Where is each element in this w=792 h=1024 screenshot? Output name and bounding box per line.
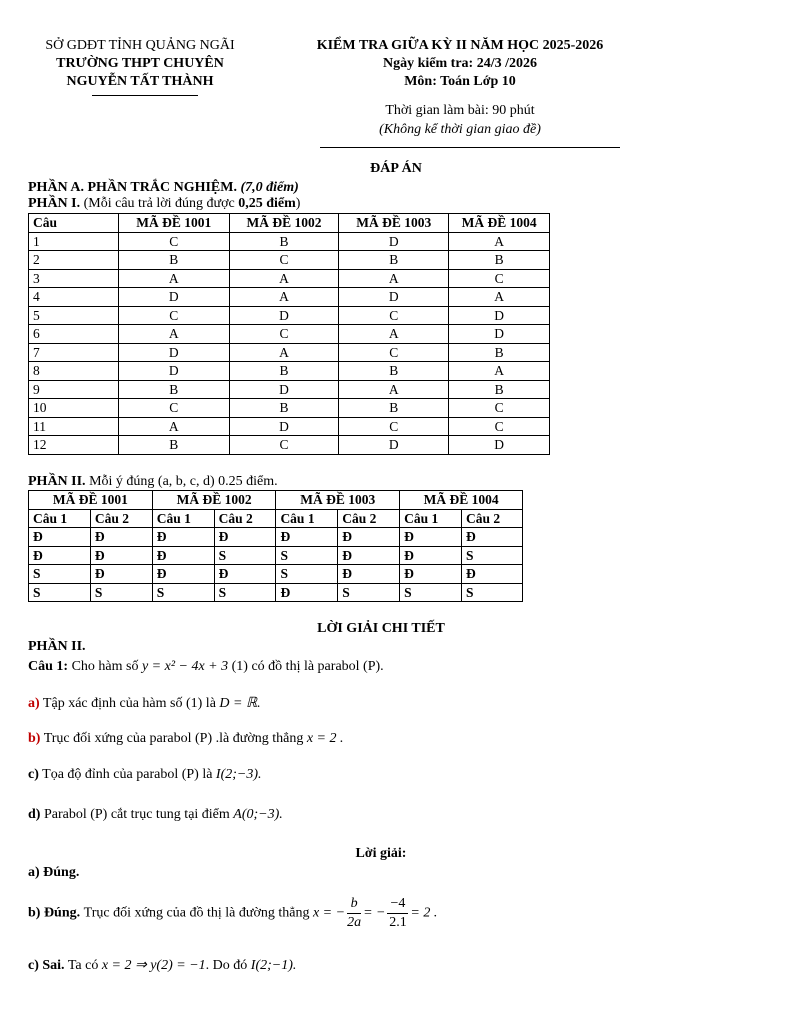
answer-cell: Đ: [400, 565, 462, 584]
answer-cell: S: [400, 583, 462, 602]
solution-title: LỜI GIẢI CHI TIẾT: [317, 621, 445, 636]
answer-cell: Đ: [400, 528, 462, 547]
question-number-cell: 8: [29, 362, 119, 381]
part1-label: [28, 196, 300, 212]
answer-b-end: = 2 .: [410, 905, 438, 921]
answer-cell: Đ: [90, 546, 152, 565]
table-row: [29, 343, 550, 362]
question-number-cell: 4: [29, 288, 119, 307]
answer-cell: S: [276, 546, 338, 565]
answer-cell: Đ: [276, 583, 338, 602]
answer-c-math1: x = 2 ⇒ y(2) = −1: [101, 958, 206, 973]
answer-cell: C: [118, 306, 229, 325]
header-left-divider: [92, 95, 198, 96]
answer-cell: B: [229, 399, 339, 418]
question-1-label: Câu 1:: [28, 659, 69, 674]
answer-b-fraction-2: [387, 895, 408, 932]
exam-subject: Môn: Toán Lớp 10: [404, 74, 516, 89]
header-cell: MÃ ĐỀ 1002: [229, 214, 339, 233]
answer-cell: D: [229, 417, 339, 436]
answer-cell: A: [118, 269, 229, 288]
answer-cell: D: [118, 288, 229, 307]
table-row: [29, 251, 550, 270]
question-number-cell: 3: [29, 269, 119, 288]
answer-cell: C: [229, 251, 339, 270]
answer-cell: D: [229, 380, 339, 399]
sub-header-cell: Câu 2: [214, 509, 276, 528]
group-header-cell: MÃ ĐỀ 1004: [400, 491, 523, 510]
answer-cell: A: [339, 325, 449, 344]
table-header-row: [29, 214, 550, 233]
question-number-cell: 7: [29, 343, 119, 362]
answer-c: [28, 957, 296, 974]
answer-cell: Đ: [462, 528, 523, 547]
school-name-line2: NGUYỄN TẤT THÀNH: [66, 74, 214, 89]
table-row: [29, 306, 550, 325]
part1-desc: (Mỗi câu trả lời đúng được: [83, 196, 235, 211]
answer-cell: A: [229, 269, 339, 288]
answer-cell: B: [229, 362, 339, 381]
statement-c-math: I(2;−3).: [215, 767, 262, 782]
answer-b: [28, 895, 437, 932]
answer-cell: Đ: [338, 528, 400, 547]
question-1-formula: y = x² − 4x + 3: [141, 659, 229, 674]
answer-cell: C: [449, 399, 550, 418]
part-a-title: PHẦN A. PHẦN TRẮC NGHIỆM.: [28, 180, 237, 195]
sub-header-cell: Câu 1: [276, 509, 338, 528]
statement-d-text: Parabol (P) cắt trục tung tại điểm: [43, 807, 230, 822]
answer-cell: Đ: [214, 528, 276, 547]
answer-c-text1: Ta có: [67, 958, 99, 973]
answer-cell: D: [449, 325, 550, 344]
part-a-label: [28, 180, 299, 196]
answer-cell: C: [339, 343, 449, 362]
answer-b-x: x = −: [312, 905, 346, 921]
statement-a-math: D = ℝ.: [219, 696, 261, 711]
sub-header-cell: Câu 2: [90, 509, 152, 528]
question-number-cell: 2: [29, 251, 119, 270]
table-row: [29, 269, 550, 288]
answer-cell: B: [118, 380, 229, 399]
question-number-cell: 10: [29, 399, 119, 418]
answer-cell: Đ: [214, 565, 276, 584]
answer-c-math2: I(2;−1).: [250, 958, 297, 973]
part2-label: [28, 474, 278, 490]
part2-title: PHẦN II.: [28, 474, 86, 489]
answer-cell: Đ: [276, 528, 338, 547]
statement-d: [28, 807, 283, 823]
dept-name: SỞ GDĐT TỈNH QUẢNG NGÃI: [45, 38, 235, 53]
answer-cell: A: [229, 343, 339, 362]
answer-a: a) Đúng.: [28, 865, 80, 880]
answer-cell: A: [449, 288, 550, 307]
table-row: [29, 232, 550, 251]
answer-cell: A: [339, 269, 449, 288]
fraction-1-numerator: b: [347, 895, 361, 914]
answer-cell: S: [338, 583, 400, 602]
answer-cell: Đ: [400, 546, 462, 565]
exam-date: Ngày kiểm tra: 24/3 /2026: [383, 56, 537, 71]
table-row: [29, 436, 550, 455]
header-cell: MÃ ĐỀ 1004: [449, 214, 550, 233]
statement-b-math: x = 2 .: [306, 731, 344, 746]
answer-cell: A: [339, 380, 449, 399]
header-right-divider: [320, 147, 620, 148]
answer-cell: B: [339, 251, 449, 270]
answer-cell: D: [229, 306, 339, 325]
table-row: [29, 417, 550, 436]
answer-cell: C: [339, 306, 449, 325]
answer-c-text2: . Do đó: [205, 958, 248, 973]
answer-cell: C: [449, 269, 550, 288]
header-right: [290, 37, 630, 91]
exam-duration-note: (Không kể thời gian giao đề): [379, 122, 541, 137]
question-number-cell: 6: [29, 325, 119, 344]
answer-b-text: Trục đối xứng của đồ thị là đường thẳng: [83, 905, 310, 921]
part1-close: ): [295, 196, 301, 211]
answer-cell: B: [449, 251, 550, 270]
answer-cell: S: [214, 546, 276, 565]
exam-time-block: [290, 101, 630, 139]
answer-cell: B: [339, 399, 449, 418]
answer-cell: B: [229, 232, 339, 251]
group-header-cell: MÃ ĐỀ 1001: [29, 491, 153, 510]
table-row: [29, 288, 550, 307]
answer-cell: C: [118, 399, 229, 418]
group-header-cell: MÃ ĐỀ 1003: [276, 491, 400, 510]
question-number-cell: 12: [29, 436, 119, 455]
answer-cell: S: [276, 565, 338, 584]
sub-header-cell: Câu 2: [338, 509, 400, 528]
answer-b-label: b) Đúng.: [28, 905, 81, 921]
answer-cell: Đ: [90, 565, 152, 584]
answer-cell: B: [118, 436, 229, 455]
statement-d-label: d): [28, 807, 41, 822]
sub-header-cell: Câu 1: [152, 509, 214, 528]
table-row: [29, 565, 523, 584]
sub-header-cell: Câu 2: [462, 509, 523, 528]
table-row: [29, 399, 550, 418]
answer-cell: Đ: [152, 565, 214, 584]
answer-cell: C: [229, 436, 339, 455]
answer-cell: Đ: [90, 528, 152, 547]
answer-cell: Đ: [338, 546, 400, 565]
answer-cell: C: [339, 417, 449, 436]
part2-desc: Mỗi ý đúng (a, b, c, d) 0.25 điểm.: [89, 474, 278, 489]
part1-title: PHẦN I.: [28, 196, 81, 211]
question-1: [28, 659, 384, 675]
question-number-cell: 9: [29, 380, 119, 399]
group-header-cell: MÃ ĐỀ 1002: [152, 491, 276, 510]
sub-header-cell: Câu 1: [29, 509, 91, 528]
answer-c-label: c) Sai.: [28, 958, 65, 973]
answer-title: ĐÁP ÁN: [370, 161, 422, 176]
exam-duration: Thời gian làm bài: 90 phút: [385, 103, 535, 118]
fraction-2-numerator: −4: [387, 895, 408, 914]
answer-cell: A: [118, 417, 229, 436]
answer-cell: S: [214, 583, 276, 602]
answer-cell: Đ: [152, 528, 214, 547]
answer-cell: D: [118, 343, 229, 362]
header-left: [20, 37, 260, 91]
part1-points: 0,25 điểm: [238, 196, 296, 211]
statement-d-math: A(0;−3).: [233, 807, 283, 822]
answer-b-fraction-1: [347, 895, 361, 932]
answer-cell: C: [449, 417, 550, 436]
answer-cell: Đ: [338, 565, 400, 584]
part1-answer-table: [28, 213, 550, 455]
answer-cell: D: [118, 362, 229, 381]
table-row: [29, 546, 523, 565]
header-cell: MÃ ĐỀ 1001: [118, 214, 229, 233]
answer-cell: A: [449, 232, 550, 251]
answer-cell: S: [29, 583, 91, 602]
answer-cell: A: [449, 362, 550, 381]
group-header-row: [29, 491, 523, 510]
statement-b-text: Trục đối xứng của parabol (P) .là đường thẳng: [43, 731, 304, 746]
table-row: [29, 380, 550, 399]
fraction-2-denominator: 2.1: [389, 915, 407, 930]
statement-b: [28, 731, 344, 747]
answer-cell: D: [339, 436, 449, 455]
answer-cell: B: [118, 251, 229, 270]
answer-cell: D: [449, 306, 550, 325]
question-number-cell: 11: [29, 417, 119, 436]
table-row: [29, 528, 523, 547]
answer-cell: D: [449, 436, 550, 455]
answer-cell: Đ: [462, 565, 523, 584]
statement-c-label: c): [28, 767, 39, 782]
answer-cell: S: [152, 583, 214, 602]
table-row: [29, 325, 550, 344]
answer-cell: B: [339, 362, 449, 381]
answer-cell: A: [229, 288, 339, 307]
answer-cell: S: [90, 583, 152, 602]
answer-cell: B: [449, 380, 550, 399]
question-1-tail: (1) có đồ thị là parabol (P).: [231, 659, 384, 674]
question-number-cell: 5: [29, 306, 119, 325]
sub-header-row: [29, 509, 523, 528]
answer-cell: S: [462, 583, 523, 602]
statement-a-text: Tập xác định của hàm số (1) là: [42, 696, 216, 711]
answer-cell: Đ: [29, 528, 91, 547]
part2-answer-table: [28, 490, 523, 602]
statement-a-label: a): [28, 696, 40, 711]
statement-c-text: Tọa độ đỉnh của parabol (P) là: [42, 767, 213, 782]
sub-header-cell: Câu 1: [400, 509, 462, 528]
answer-cell: C: [229, 325, 339, 344]
answer-cell: S: [462, 546, 523, 565]
solution-part-label: PHẦN II.: [28, 639, 86, 654]
answer-cell: D: [339, 232, 449, 251]
answer-cell: Đ: [29, 546, 91, 565]
statement-a: [28, 695, 261, 712]
exam-title: KIỂM TRA GIỮA KỲ II NĂM HỌC 2025-2026: [316, 38, 604, 53]
answer-cell: B: [449, 343, 550, 362]
question-1-text: Cho hàm số: [71, 659, 139, 674]
answer-cell: C: [118, 232, 229, 251]
statement-b-label: b): [28, 731, 41, 746]
table-row: [29, 583, 523, 602]
answer-cell: S: [29, 565, 91, 584]
answer-cell: Đ: [152, 546, 214, 565]
statement-c: [28, 767, 262, 783]
header-cell: MÃ ĐỀ 1003: [339, 214, 449, 233]
part-a-points: (7,0 điểm): [240, 180, 299, 195]
fraction-1-denominator: 2a: [347, 915, 362, 930]
answer-cell: A: [118, 325, 229, 344]
school-name-line1: TRƯỜNG THPT CHUYÊN: [56, 56, 224, 71]
header-cell: Câu: [29, 214, 119, 233]
table-row: [29, 362, 550, 381]
question-number-cell: 1: [29, 232, 119, 251]
solution-heading: Lời giải:: [355, 846, 407, 861]
answer-cell: D: [339, 288, 449, 307]
answer-b-eq: = −: [363, 905, 386, 921]
